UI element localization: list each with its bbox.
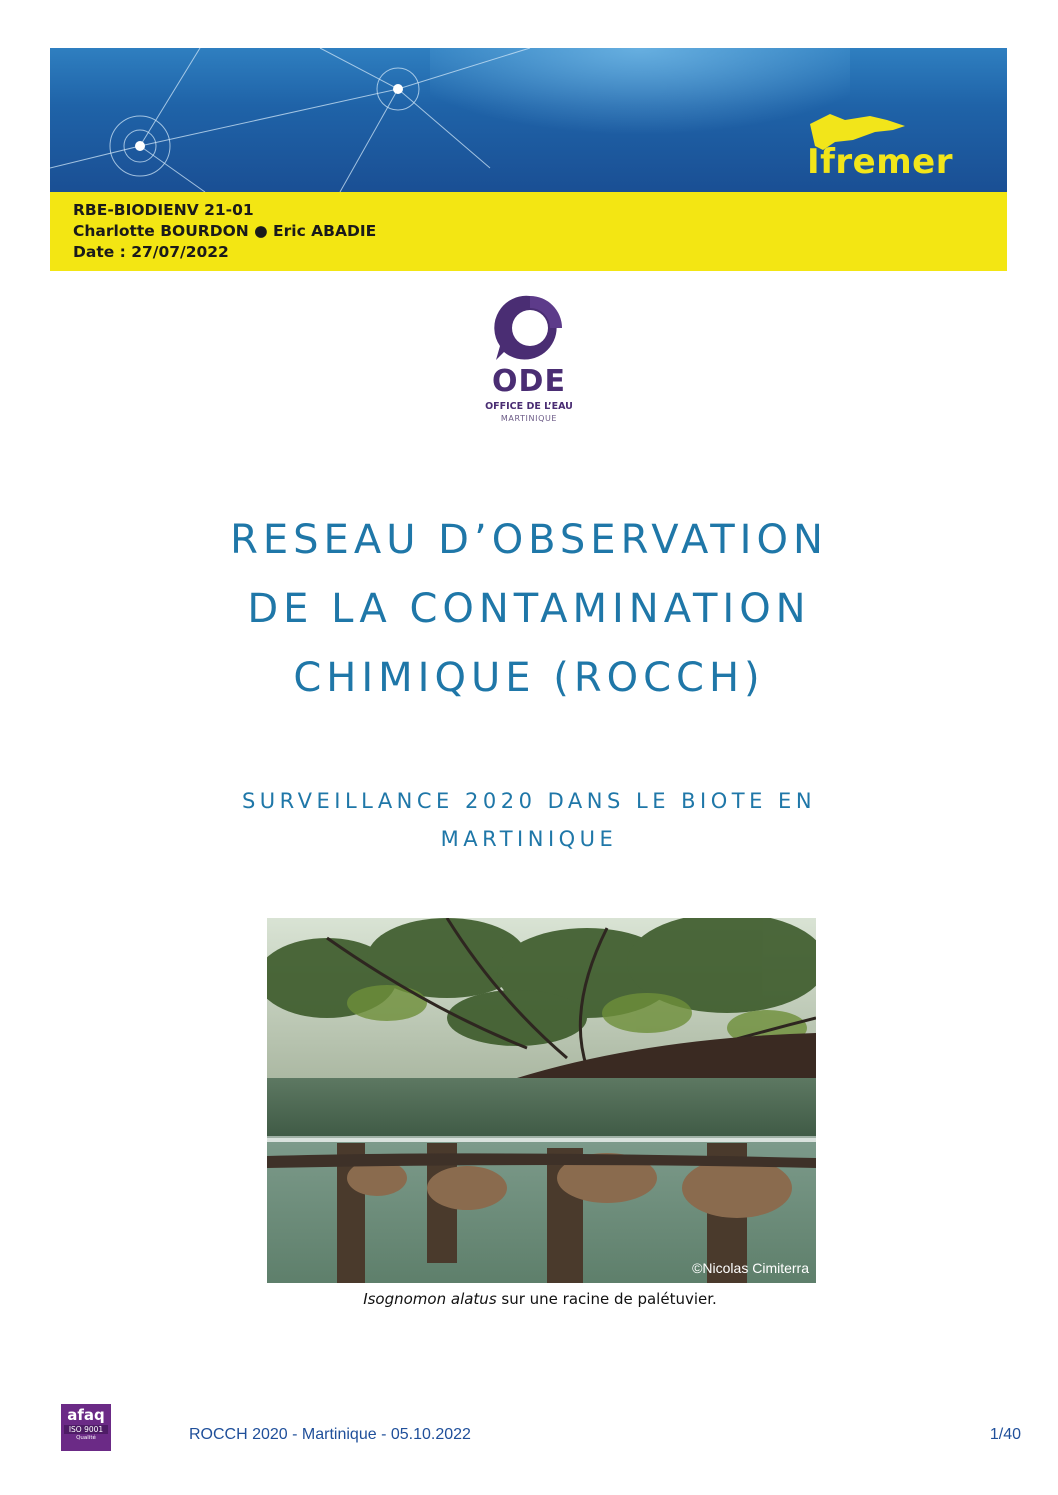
quality-label: Qualité bbox=[76, 1435, 96, 1441]
afaq-certification-badge bbox=[61, 1404, 111, 1451]
title-line: RESEAU D’OBSERVATION bbox=[230, 517, 828, 563]
title-line: CHIMIQUE (ROCCH) bbox=[293, 655, 765, 701]
ode-subtitle: OFFICE DE L’EAU bbox=[485, 401, 573, 412]
ode-wordmark: ODE bbox=[492, 364, 566, 399]
reference-bar bbox=[50, 192, 1007, 271]
photo-caption bbox=[200, 1290, 880, 1308]
report-reference: RBE-BIODIENV 21-01 bbox=[73, 201, 254, 219]
iso-label: ISO 9001 bbox=[64, 1425, 108, 1434]
mangrove-photo bbox=[267, 918, 816, 1283]
afaq-label: afaq bbox=[67, 1406, 105, 1424]
photo-credit: ©Nicolas Cimiterra bbox=[692, 1260, 809, 1276]
footer-text: ROCCH 2020 - Martinique - 05.10.2022 bbox=[189, 1426, 471, 1443]
report-authors: Charlotte BOURDON ● Eric ABADIE bbox=[73, 222, 377, 240]
subtitle-line: MARTINIQUE bbox=[440, 827, 618, 851]
caption-text: sur une racine de palétuvier. bbox=[496, 1290, 717, 1308]
document-title bbox=[120, 506, 938, 713]
mangrove-illustration bbox=[267, 918, 816, 1283]
ode-region: MARTINIQUE bbox=[500, 414, 558, 423]
report-date: Date : 27/07/2022 bbox=[73, 243, 229, 261]
caption-species: Isognomon alatus bbox=[363, 1290, 497, 1308]
document-subtitle bbox=[150, 782, 908, 858]
subtitle-line: SURVEILLANCE 2020 DANS LE BIOTE EN bbox=[241, 789, 817, 813]
header-banner bbox=[50, 48, 1007, 192]
title-line: DE LA CONTAMINATION bbox=[247, 586, 811, 632]
ifremer-wordmark: Ifremer bbox=[806, 142, 953, 182]
page-number: 1/40 bbox=[989, 1426, 1021, 1443]
